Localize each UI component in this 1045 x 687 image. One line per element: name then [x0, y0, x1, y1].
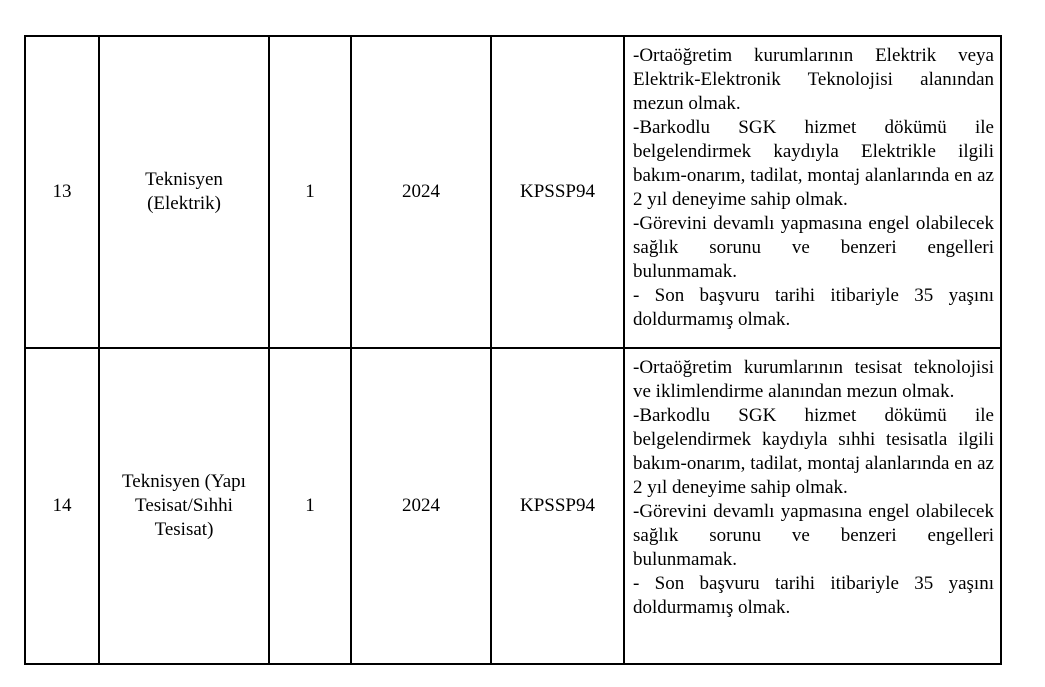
position-title-text: Teknisyen (Yapı Tesisat/Sıhhi Tesisat)	[122, 471, 246, 540]
position-year: 2024	[351, 36, 491, 348]
requirement-item: -Ortaöğretim kurumlarının tesisat teknolojisi ve iklimlendirme alanından mezun olmak.	[633, 357, 994, 402]
requirement-item: -Barkodlu SGK hizmet dökümü ile belgelendirmek kaydıyla sıhhi tesisatla ilgili bakım-onarım, tadilat, montaj alanlarında en az 2 yıl deneyime sahip olmak.	[633, 405, 994, 498]
table-row	[25, 36, 1001, 348]
table-row	[25, 348, 1001, 664]
position-count: 1	[269, 348, 351, 664]
requirement-item: -Ortaöğretim kurumlarının Elektrik veya Elektrik-Elektronik Teknolojisi alanından mezun olmak.	[633, 45, 994, 114]
row-number: 14	[25, 348, 99, 664]
requirements-cell	[624, 348, 1001, 664]
row-number: 13	[25, 36, 99, 348]
requirement-item: -Görevini devamlı yapmasına engel olabilecek sağlık sorunu ve benzeri engelleri bulunmamak.	[633, 501, 994, 570]
requirement-item: - Son başvuru tarihi itibariyle 35 yaşını doldurmamış olmak.	[633, 285, 994, 330]
requirement-item: - Son başvuru tarihi itibariyle 35 yaşını doldurmamış olmak.	[633, 573, 994, 618]
position-count: 1	[269, 36, 351, 348]
requirements-cell	[624, 36, 1001, 348]
positions-table	[24, 35, 1002, 665]
requirement-item: -Görevini devamlı yapmasına engel olabilecek sağlık sorunu ve benzeri engelleri bulunmamak.	[633, 213, 994, 282]
score-type: KPSSP94	[491, 36, 624, 348]
position-title	[99, 348, 269, 664]
score-type: KPSSP94	[491, 348, 624, 664]
requirement-item: -Barkodlu SGK hizmet dökümü ile belgelendirmek kaydıyla Elektrikle ilgili bakım-onarım, tadilat, montaj alanlarında en az 2 yıl deneyime sahip olmak.	[633, 117, 994, 210]
position-title	[99, 36, 269, 348]
position-year: 2024	[351, 348, 491, 664]
position-title-text: Teknisyen (Elektrik)	[145, 169, 223, 214]
